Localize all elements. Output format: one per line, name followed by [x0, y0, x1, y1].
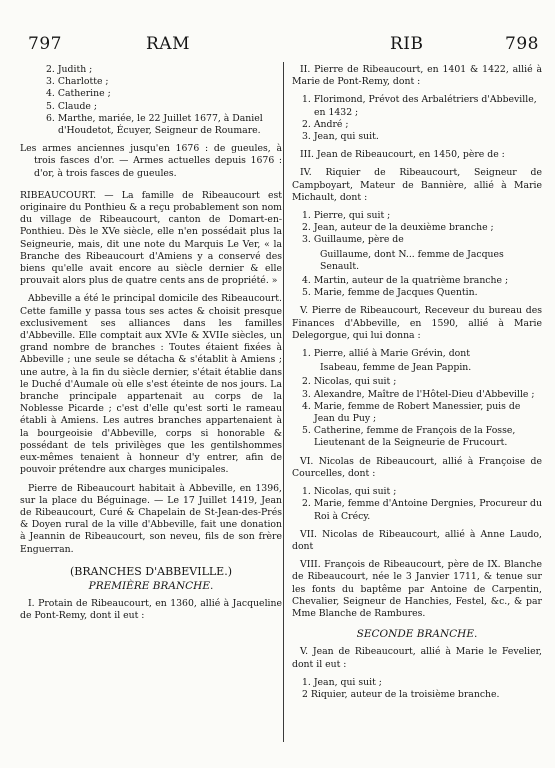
- running-head-left: RAM: [146, 34, 190, 54]
- right-column: [292, 64, 542, 707]
- entry-v-sub: Isabeau, femme de Jean Pappin.: [320, 362, 472, 374]
- list-item: 3. Jean, qui suit.: [302, 131, 379, 143]
- entry-iv-list-continued: [292, 275, 542, 299]
- entry-v: V. Pierre de Ribeaucourt, Receveur du bureau des Finances d'Abbeville, en 1590, allié à Marie Delegorgue, qui lui donna :: [292, 305, 542, 341]
- list-item: 2. André ;: [302, 118, 349, 130]
- entry-v-second-branch: V. Jean de Ribeaucourt, allié à Marie le Fevelier, dont il eut :: [292, 646, 542, 670]
- left-column: [20, 64, 282, 629]
- list-item: 3. Alexandre, Maître de l'Hôtel-Dieu d'Abbeville ;: [302, 388, 535, 400]
- entry-iv: IV. Riquier de Ribeaucourt, Seigneur de Campboyart, Mateur de Bannière, allié à Marie Michault, dont :: [292, 167, 542, 203]
- branches-title: (BRANCHES D'ABBEVILLE.): [70, 564, 232, 578]
- list-item: 5. Claude ;: [46, 100, 97, 112]
- entry-vi-list: [292, 486, 542, 523]
- list-item: 2. Judith ;: [46, 64, 93, 75]
- abbeville-paragraph: Abbeville a été le principal domicile des Ribeaucourt. Cette famille y passa tous ses actes & choisit presque exclusivement ses alliances dans les familles d'Abbeville. Elle comptait aux XVIe & XVIIe siècles, un grand nombre de branches : Toutes étaient fixées à Abbeville ; une seule se détacha & s'établit à Amiens ; une autre, à la fin du siècle dernier, s'était établie dans le Duché d'Aumale où elle s'est éteinte de nos jours. La branche principale appartenait au corps de la Noblesse Picarde ; c'est d'elle qu'est sorti le rameau établi à Amiens. Les autres branches appartenaient à la bourgeoisie d'Abbeville, corps si honorable & possédant de tels privilèges que les gentilshommes eux-mêmes tenaient à honneur d'y entrer, afin de pouvoir prétendre aux charges municipales.: [20, 293, 282, 476]
- list-item: 1. Pierre, qui suit ;: [302, 210, 391, 222]
- list-item: 2. Jean, auteur de la deuxième branche ;: [302, 222, 494, 234]
- list-item: 6. Marthe, mariée, le 22 Juillet 1677, à Daniel d'Houdetot, Écuyer, Seigneur de Roumare.: [46, 112, 263, 137]
- list-item: 3. Charlotte ;: [46, 76, 109, 88]
- list-item: 4. Marie, femme de Robert Manessier, puis de Jean du Puy ;: [302, 400, 521, 425]
- entry-ii: II. Pierre de Ribeaucourt, en 1401 & 1422, allié à Marie de Pont-Remy, dont :: [292, 64, 542, 88]
- list-item: 1. Nicolas, qui suit ;: [302, 486, 397, 498]
- list-item: 1. Florimond, Prévot des Arbalétriers d'Abbeville, en 1432 ;: [302, 94, 537, 118]
- list-item: 3. Guillaume, père de: [302, 234, 404, 246]
- list-item: 2. Marie, femme d'Antoine Dergnies, Procureur du Roi à Crécy.: [302, 498, 542, 522]
- column-divider: [283, 62, 284, 742]
- entry-vii: VII. Nicolas de Ribeaucourt, allié à Anne Laudo, dont: [292, 528, 542, 552]
- running-head-right: RIB: [390, 34, 424, 54]
- ribeaucourt-paragraph: RIBEAUCOURT. — La famille de Ribeaucourt est originaire du Ponthieu & a reçu probablement son nom du village de Ribeaucourt, canton de Domart-en-Ponthieu. Dès le XVe siècle, elle n'en possédait plus la Seigneurie, mais, dit une note du Marquis Le Ver, « la Branche des Ribeaucourt d'Amiens y a conservé des biens qu'elle avait encore au siècle dernier & elle prouvait alors plus de quatre cents ans de propriété. »: [20, 189, 282, 287]
- list-item: 4. Martin, auteur de la quatrième branche ;: [302, 275, 509, 287]
- protain-entry: I. Protain de Ribeaucourt, en 1360, allié à Jacqueline de Pont-Remy, dont il eut :: [20, 598, 282, 622]
- seconde-branche-heading: SECONDE BRANCHE.: [356, 628, 478, 641]
- list-item: 1. Pierre, allié à Marie Grévin, dont: [302, 348, 470, 360]
- list-item: 5. Marie, femme de Jacques Quentin.: [302, 287, 478, 299]
- list-item: 1. Jean, qui suit ;: [302, 676, 382, 688]
- list-item: 4. Catherine ;: [46, 88, 111, 100]
- entry-v-list: [292, 348, 542, 360]
- children-list: [20, 64, 282, 137]
- armes-paragraph: Les armes anciennes jusqu'en 1676 : de gueules, à trois fasces d'or. — Armes actuelles depuis 1676 : d'or, à trois fasces de gueules.: [20, 143, 282, 179]
- premiere-branche-heading: PREMIÈRE BRANCHE.: [88, 579, 214, 592]
- entry-iv-list: [292, 210, 542, 247]
- entry-v-second-list: [292, 677, 542, 701]
- entry-v-list-continued: [292, 376, 542, 449]
- list-item: 2 Riquier, auteur de la troisième branche.: [302, 688, 500, 700]
- pierre-paragraph: Pierre de Ribeaucourt habitait à Abbeville, en 1396, sur la place du Béguinage. — Le 17 Juillet 1419, Jean de Ribeaucourt, Curé & Chapelain de St-Jean-des-Prés & Doyen rural de la ville d'Abbeville, fait une donation à Jeannin de Ribeaucourt, son neveu, fils de son frère Enguerran.: [20, 482, 282, 555]
- entry-iv-sub: Guillaume, dont N... femme de Jacques Senault.: [320, 248, 504, 272]
- entry-ii-list: [292, 94, 542, 143]
- page-number-left: 797: [28, 34, 62, 54]
- entry-iii: III. Jean de Ribeaucourt, en 1450, père de :: [300, 149, 505, 161]
- list-item: 5. Catherine, femme de François de la Fosse, Lieutenant de la Seigneurie de Frucourt.: [302, 425, 516, 449]
- page-number-right: 798: [505, 34, 539, 54]
- entry-viii: VIII. François de Ribeaucourt, père de IX. Blanche de Ribeaucourt, née le 3 Janvier 1711, & tenue sur les fonts du baptême par Antoine de Carpentin, Chevalier, Seigneur de Hanchies, Festel, &c., & par Mme Blanche de Rambures.: [292, 559, 542, 619]
- entry-vi: VI. Nicolas de Ribeaucourt, allié à Françoise de Courcelles, dont :: [292, 455, 542, 479]
- list-item: 2. Nicolas, qui suit ;: [302, 376, 397, 388]
